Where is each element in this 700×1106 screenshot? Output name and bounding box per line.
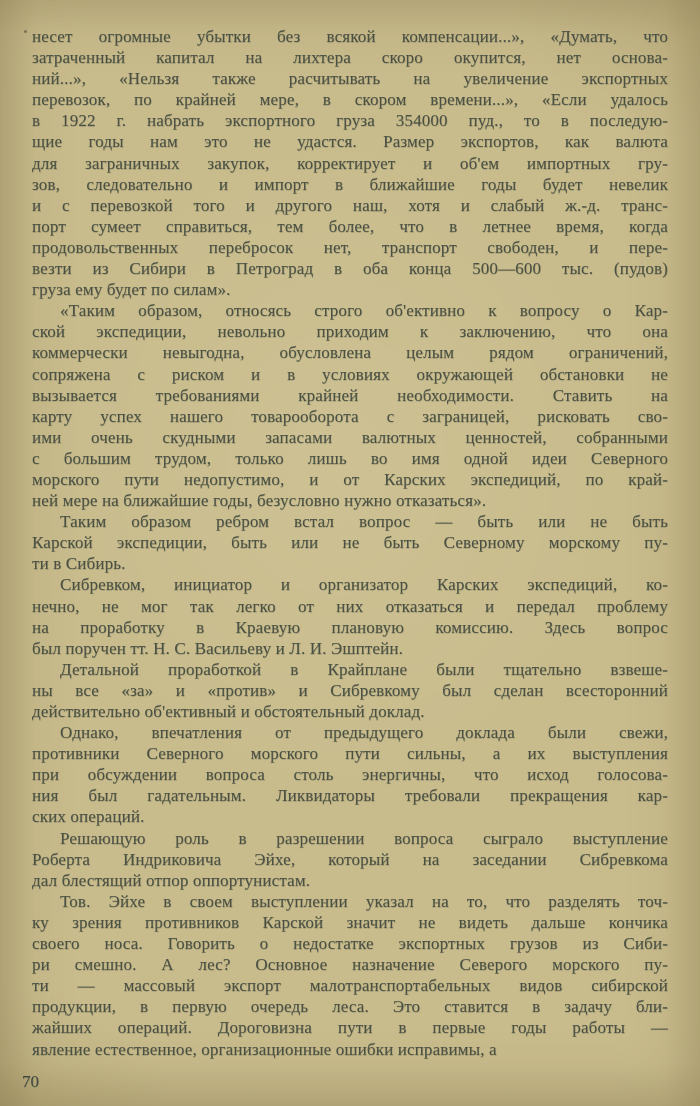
text-line: Детальной проработкой в Крайплане были тщательно взвеше- — [60, 659, 668, 679]
text-line: Однако, впечатления от предыдущего доклада были свежи, — [60, 723, 668, 743]
text-line: продукции, в первую очередь леса. Это ставится в задачу бли- — [32, 997, 668, 1017]
text-line: ней мере на ближайшие годы, безусловно нужно отказаться». — [32, 491, 487, 511]
text-line: Карской экспедиции, быть или не быть Северному морскому пу- — [32, 533, 668, 553]
text-line: зов, следовательно и импорт в ближайшие годы будет невелик — [32, 174, 668, 194]
text-line: был поручен тт. Н. С. Васильеву и Л. И. Эшптейн. — [32, 638, 404, 658]
text-line: «Таким образом, относясь строго об'ективно к вопросу о Кар- — [60, 301, 668, 321]
text-line: для заграничных закупок, корректирует и об'ем импортных гру- — [32, 153, 668, 173]
text-line: с большим трудом, только лишь во имя одной идеи Северного — [32, 448, 668, 468]
text-line: ри смешно. А лес? Основное назначение Северого морского пу- — [32, 955, 668, 975]
text-line: жайших операций. Дороговизна пути в первые годы работы — — [32, 1018, 668, 1038]
text-line: и с перевозкой того и другого наш, хотя и слабый ж.-д. транс- — [32, 195, 668, 215]
text-line: явление естественное, организационные ошибки исправимы, а — [32, 1039, 497, 1059]
text-line: карту успех нашего товарооборота с заграницей, рисковать сво- — [32, 406, 668, 426]
page-number: 70 — [22, 1072, 39, 1091]
text-line: Сибревком, инициатор и организатор Карских экспедиций, ко- — [60, 575, 668, 595]
text-line: порт сумеет справиться, тем более, что в летнее время, когда — [32, 216, 668, 236]
text-line: вызывается требованиями крайней необходимости. Ставить на — [32, 385, 668, 405]
text-line: груза ему будет по силам». — [32, 280, 231, 300]
text-line: ны все «за» и «против» и Сибревкому был сделан всесторонний — [32, 680, 668, 700]
text-line: ний...», «Нельзя также расчитывать на увеличение экспортных — [32, 69, 668, 89]
text-line: Роберта Индриковича Эйхе, который на заседании Сибревкома — [32, 849, 668, 869]
text-line: ку зрения противников Карской значит не видеть дальше кончика — [32, 912, 668, 932]
text-line: затраченный капитал на лихтера скоро окупится, нет основа- — [32, 48, 668, 68]
text-line: Тов. Эйхе в своем выступлении указал на то, что разделять точ- — [60, 891, 668, 911]
text-line: коммерчески невыгодна, обусловлена целым рядом ограничений, — [32, 343, 668, 363]
text-line: противники Северного морского пути сильны, а их выступления — [32, 744, 668, 764]
text-line: на проработку в Краевую плановую комиссию. Здесь вопрос — [32, 617, 668, 637]
text-line: ской экспедиции, невольно приходим к заключению, что она — [32, 322, 668, 342]
text-line: при обсуждении вопроса столь энергичны, что исход голосова- — [32, 765, 668, 785]
text-line: ти — массовый экспорт малотранспортабельных видов сибирской — [32, 976, 668, 996]
text-line: сопряжена с риском и в условиях окружающей обстановки не — [32, 364, 668, 384]
text-line: ими очень скудными запасами валютных ценностей, собранными — [32, 427, 668, 447]
text-block — [32, 26, 668, 1060]
text-line: в 1922 г. набрать экспортного груза 354000 пуд., то в последую- — [32, 111, 668, 131]
text-line: действительно об'ективный и обстоятельный доклад. — [32, 702, 425, 721]
paper-speck — [24, 30, 27, 33]
text-line: везти из Сибири в Петроград в оба конца 500—600 тыс. (пудов) — [32, 259, 668, 279]
text-line: ти в Сибирь. — [32, 554, 126, 574]
text-line: щие годы нам это не удастся. Размер экспортов, как валюта — [32, 132, 668, 152]
text-line: Таким образом ребром встал вопрос — быть или не быть — [60, 512, 668, 532]
text-line: несет огромные убытки без всякой компенсации...», «Думать, что — [32, 27, 668, 46]
text-line: своего носа. Говорить о недостатке экспортных грузов из Сиби- — [32, 934, 668, 954]
text-line: Решающую роль в разрешении вопроса сыграло выступление — [60, 828, 668, 848]
text-line: перевозок, по крайней мере, в скором времени...», «Если удалось — [32, 90, 668, 110]
text-line: ских операций. — [32, 807, 145, 827]
text-line: дал блестящий отпор оппортунистам. — [32, 870, 311, 890]
text-line: нечно, не мог так легко от них отказаться и передал проблему — [32, 596, 668, 616]
text-line: морского пути недопустимо, и от Карских экспедиций, по край- — [32, 469, 668, 489]
text-line: продовольственных перебросок нет, транспорт свободен, и пере- — [32, 237, 668, 257]
text-line: ния был гадательным. Ликвидаторы требовали прекращения кар- — [32, 786, 668, 806]
